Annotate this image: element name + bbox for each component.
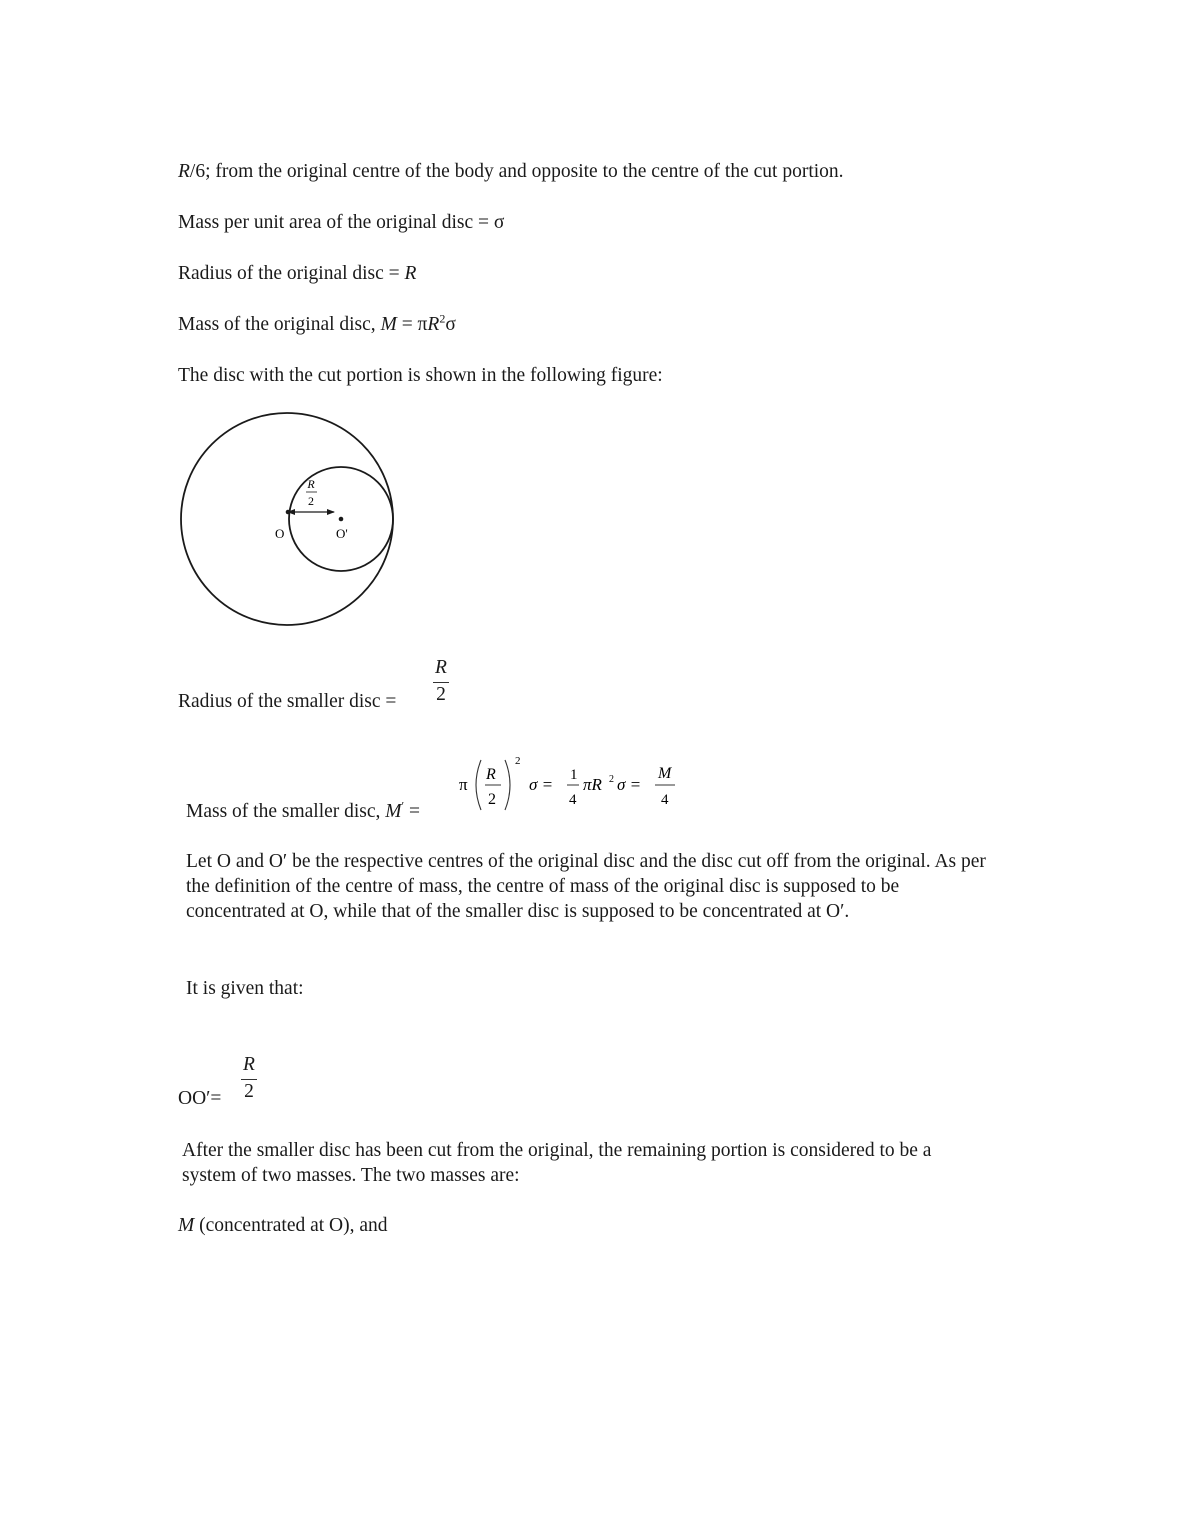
formula-sigma-eq-2: σ = [617,775,642,794]
oo-prime-fraction: $\frac{R}{2}$ [243,1054,255,1102]
variable-r: R [178,161,190,182]
last-line: M (concentrated at O), and [178,1215,388,1236]
centres-paragraph: Let O and O′ be the respective centres of the original disc and the disc cut off from the original. As per the definition of the centre of mass, the centre of mass of the original disc is supposed to be concentrated at O, while that of the smaller disc is supposed to be concentrated at O′. [186,851,986,922]
formula-one: 1 [570,767,578,783]
figure-fraction-den: 2 [308,494,314,508]
center-dot-o-prime [339,517,344,522]
mass-per-area-line: Mass per unit area of the original disc = σ [178,212,505,233]
formula-sigma-eq: σ = [529,775,554,794]
formula-sq: 2 [515,755,521,767]
small-radius-line: Radius of the smaller disc = [178,691,397,712]
small-radius-fraction: $\frac{R}{2}$ [435,657,447,705]
disc-figure [176,408,406,638]
figure-fraction-num: R [307,477,315,491]
formula-two: 2 [488,791,496,808]
formula-left-paren [476,760,481,810]
formula-sq-2: 2 [609,774,614,785]
formula-four: 4 [569,792,577,808]
original-radius-line: Radius of the original disc = R [178,263,417,284]
formula-pi: π [459,775,468,794]
oo-prime-line: OO′= [178,1088,222,1109]
small-mass-formula [455,752,695,822]
formula-m: M [658,765,672,782]
formula-r: R [486,766,496,783]
formula-pi-r: πR [583,775,602,794]
arrow-head-right [327,509,335,515]
center-dot-o [286,510,291,515]
original-disc-circle [181,413,393,625]
label-o-prime: O' [336,526,348,541]
formula-right-paren [505,760,510,810]
original-mass-line: Mass of the original disc, $M = \pi R^2\sigma$ [178,311,456,335]
text-line-1: R/6; from the original centre of the body and opposite to the centre of the cut portion. [178,161,844,182]
formula-four-2: 4 [661,792,669,808]
figure-caption: The disc with the cut portion is shown in the following figure: [178,365,663,386]
label-o: O [275,526,285,541]
small-mass-line: Mass of the smaller disc, M′ = [186,798,421,822]
given-line: It is given that: [186,978,304,999]
two-masses-paragraph: After the smaller disc has been cut from the original, the remaining portion is considered to be a system of two masses. The two masses are: [182,1140,932,1186]
